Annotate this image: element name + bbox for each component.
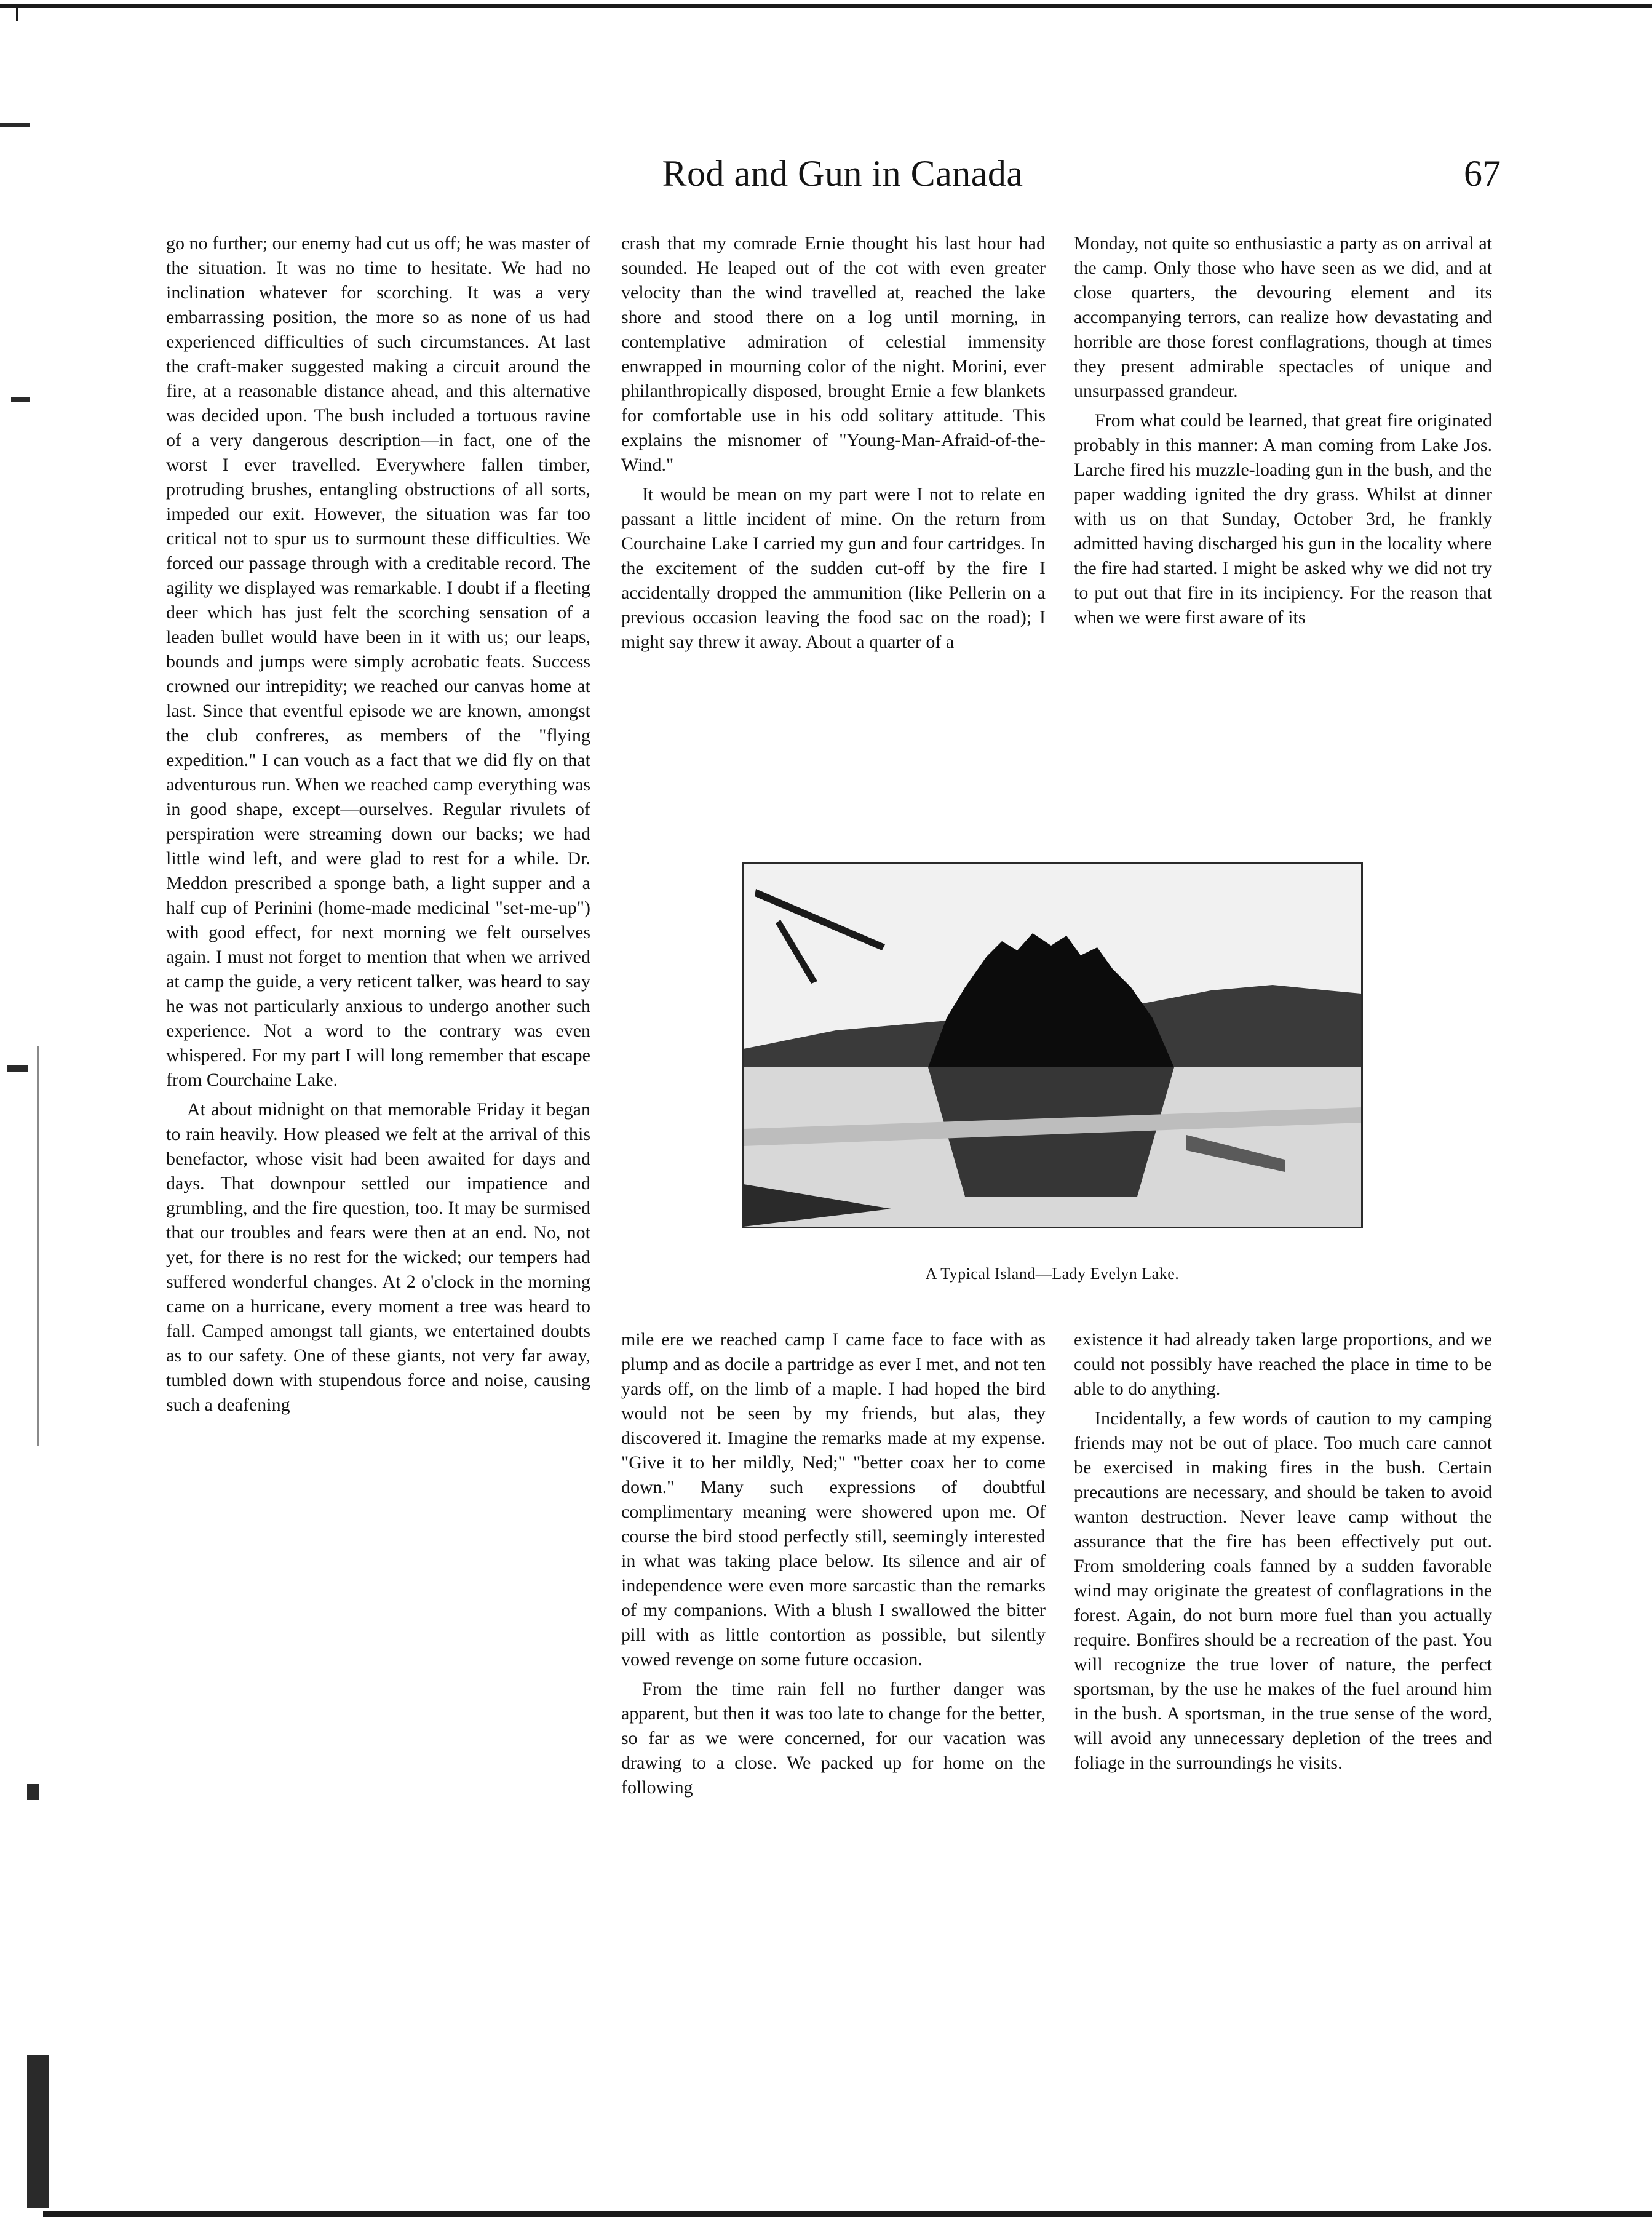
- margin-mark: [7, 1065, 28, 1072]
- running-head: Rod and Gun in Canada: [662, 153, 1023, 194]
- bottom-rule: [43, 2211, 1652, 2217]
- paragraph: go no further; our enemy had cut us off; he was master of the situation. It was no time to hesitate. We had no inclination whatever for scorching. It was a very embarrassing position, the more so as none of us had experienced difficulties of such circumstances. At last the craft-maker suggested making a circuit around the fire, at a reasonable distance ahead, and this alternative was decided upon. The bush included a tortuous ravine of a very dangerous description—in fact, one of the worst I ever travelled. Everywhere fallen timber, protruding brushes, entangling obstructions of all sorts, impeded our exit. However, the situation was far too critical not to spur us to surmount these difficulties. We forced our passage through with a creditable record. The agility we displayed was remarkable. I doubt if a fleeting deer which has just felt the scorching sensation of a leaden bullet would have been in it with us; our leaps, bounds and jumps were simply acrobatic feats. Success crowned our intrepidity; we reached our canvas home at last. Since that eventful episode we are known, amongst the club confreres, as members of the "flying expedition." I can vouch as a fact that we did fly on that adventurous run. When we reached camp everything was in good shape, except—ourselves. Regular rivulets of perspiration were streaming down our backs; we had little wind left, and were glad to rest for a while. Dr. Meddon prescribed a sponge bath, a light supper and a half cup of Perinini (home-made medicinal "set-me-up") with good effect, for next morning we felt ourselves again. I must not forget to mention that when we arrived at camp the guide, a very reticent talker, was heard to say he was not particularly anxious to undergo another such experience. Not a word to the contrary was even whispered. For my part I will long remember that escape from Courchaine Lake.: [166, 233, 590, 1090]
- figure-caption: A Typical Island—Lady Evelyn Lake.: [925, 1265, 1180, 1283]
- paragraph: existence it had already taken large proportions, and we could not possibly have reached the place in time to be able to do anything.: [1074, 1329, 1492, 1399]
- margin-mark: [11, 397, 30, 402]
- column-middle-top: [621, 231, 1046, 659]
- paragraph: From the time rain fell no further danger was apparent, but then it was too late to change for the better, so far as we were concerned, for our vacation was drawing to a close. We packed up for home on the following: [621, 1679, 1046, 1798]
- paragraph: Incidentally, a few words of caution to my camping friends may not be out of place. Too much care cannot be exercised in making fires in the bush. Certain precautions are necessary, and should be taken to avoid wanton destruction. Never leave camp without the assurance that the fire has been effectively put out. From smoldering coals fanned by a sudden favorable wind may originate the greatest of conflagrations in the forest. Again, do not burn more fuel than you actually require. Bonfires should be a recreation of the past. You will recognize the true lover of nature, the perfect sportsman, by the use he makes of the fuel around him in the bush. A sportsman, in the true sense of the word, will avoid any unnecessary depletion of the trees and foliage in the surroundings he visits.: [1074, 1408, 1492, 1773]
- top-tick-mark: [16, 7, 18, 21]
- column-middle-bottom: [621, 1328, 1046, 1805]
- margin-mark: [0, 123, 30, 127]
- binding-edge: [37, 1046, 39, 1446]
- top-rule: [0, 4, 1652, 8]
- paragraph: Monday, not quite so enthusiastic a party as on arrival at the camp. Only those who have seen as we did, and at close quarters, the devouring element and its accompanying terrors, can realize how devastating and horrible are those forest conflagrations, though at times they present admirable spectacles of unique and unsurpassed grandeur.: [1074, 233, 1492, 401]
- margin-mark: [27, 1784, 39, 1800]
- column-right-bottom: [1074, 1328, 1492, 1780]
- column-right-top: [1074, 231, 1492, 635]
- paragraph: mile ere we reached camp I came face to face with as plump and as docile a partridge as ever I met, and not ten yards off, on the limb of a maple. I had hoped the bird would not be seen by my friends, but alas, they discovered it. Imagine the remarks made at my expense. "Give it to her mildly, Ned;" "better coax her to come down." Many such expressions of doubtful complimentary meaning were showered upon me. Of course the bird stood perfectly still, seemingly interested in what was taking place below. Its silence and air of independence were even more sarcastic than the remarks of my companions. With a blush I swallowed the bitter pill with as little contortion as possible, but silently vowed revenge on some future occasion.: [621, 1329, 1046, 1670]
- paragraph: crash that my comrade Ernie thought his last hour had sounded. He leaped out of the cot with even greater velocity than the wind travelled at, reached the lake shore and stood there on a log until morning, in contemplative admiration of celestial immensity enwrapped in mourning color of the night. Morini, ever philanthropically disposed, brought Ernie a few blankets for comfortable use in his odd solitary attitude. This explains the misnomer of "Young-Man-Afraid-of-the-Wind.": [621, 233, 1046, 475]
- column-left: [166, 231, 590, 1422]
- margin-mark: [27, 2055, 49, 2208]
- paragraph: It would be mean on my part were I not to relate en passant a little incident of mine. On the return from Courchaine Lake I carried my gun and four cartridges. In the excitement of the sudden cut-off by the fire I accidentally dropped the ammunition (like Pellerin on a previous occasion leaving the food sac on the road); I might say threw it away. About a quarter of a: [621, 484, 1046, 652]
- island-photo: [742, 862, 1363, 1228]
- paragraph: At about midnight on that memorable Friday it began to rain heavily. How pleased we felt at the arrival of this benefactor, whose visit had been awaited for days and days. That downpour settled our impatience and grumbling, and the fire question, too. It may be surmised that our troubles and fears were then at an end. No, not yet, for there is no rest for the wicked; our tempers had suffered wonderful changes. At 2 o'clock in the morning came on a hurricane, every moment a tree was heard to fall. Camped amongst tall giants, we entertained doubts as to our safety. One of these giants, not very far away, tumbled down with stupendous force and noise, causing such a deafening: [166, 1099, 590, 1415]
- island-photo-illustration: [744, 864, 1361, 1227]
- page-number: 67: [1464, 153, 1501, 194]
- paragraph: From what could be learned, that great fire originated probably in this manner: A man coming from Lake Jos. Larche fired his muzzle-loading gun in the bush, and the paper wadding ignited the dry grass. Whilst at dinner with us on that Sunday, October 3rd, he frankly admitted having discharged his gun in the locality where the fire had started. I might be asked why we did not try to put out that fire in its incipiency. For the reason that when we were first aware of its: [1074, 410, 1492, 627]
